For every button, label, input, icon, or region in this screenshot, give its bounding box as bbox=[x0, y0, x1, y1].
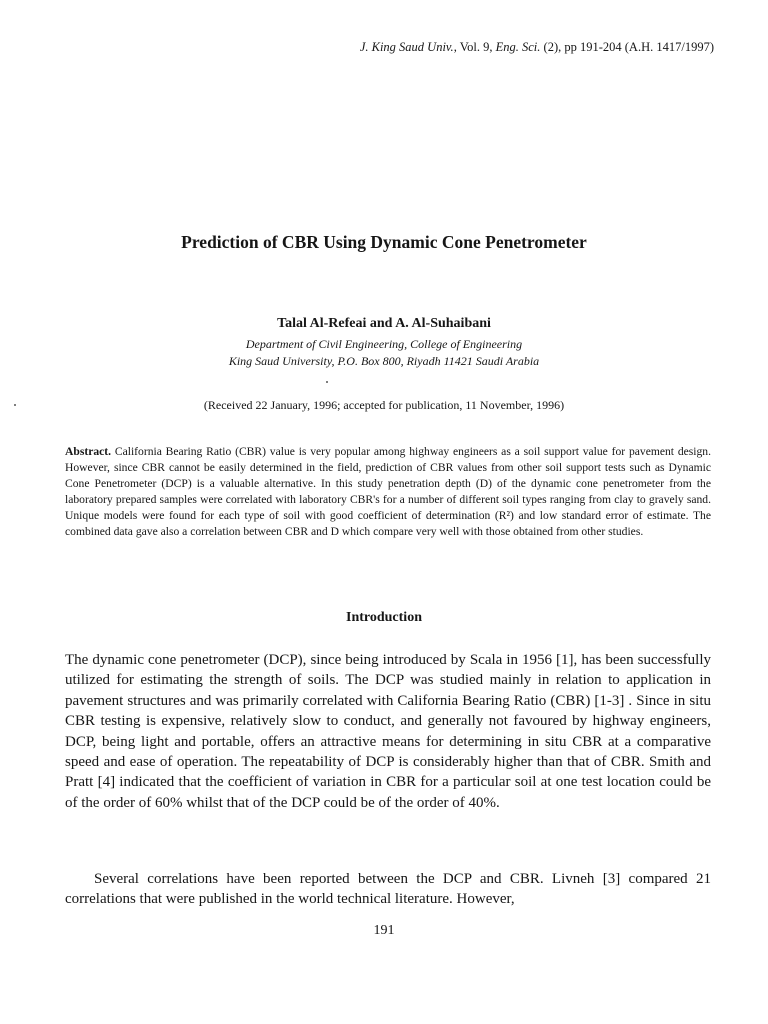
scan-speck bbox=[326, 381, 328, 383]
abstract bbox=[65, 444, 711, 539]
intro-paragraph-1: The dynamic cone penetrometer (DCP), since being introduced by Scala in 1956 [1], has been successfully utilized for estimating the strength of soils. The DCP was studied mainly in relation to application in pavement structures and was primarily correlated with California Bearing Ratio (CBR) [1-3] . Since in situ CBR testing is expensive, relatively slow to conduct, and generally not favoured by highway engineers, DCP, being light and portable, offers an attractive means for determining in situ CBR at a comparative speed and ease of operation. The repeatability of DCP is considerably higher than that of CBR. Smith and Pratt [4] indicated that the coefficient of variation in CBR for a particular soil at one test location could be of the order of 60% whilst that of the DCP could be of the order of 40%. bbox=[65, 652, 711, 811]
affiliation-address: King Saud University, P.O. Box 800, Riyadh 11421 Saudi Arabia bbox=[228, 354, 540, 368]
paper-title: Prediction of CBR Using Dynamic Cone Penetrometer bbox=[181, 232, 587, 252]
page-number: 191 bbox=[373, 923, 395, 938]
section-heading-introduction: Introduction bbox=[346, 610, 422, 625]
journal-field: Eng. Sci. bbox=[495, 40, 541, 54]
abstract-label: Abstract. bbox=[65, 445, 112, 458]
intro-paragraph-2: Several correlations have been reported between the DCP and CBR. Livneh [3] compared 21 correlations that were published in the world technical literature. However, bbox=[65, 871, 711, 908]
volume-info: , Vol. 9, bbox=[453, 40, 496, 54]
received-dates: (Received 22 January, 1996; accepted for publication, 11 November, 1996) bbox=[203, 398, 565, 412]
journal-name: J. King Saud Univ. bbox=[359, 40, 454, 54]
affiliation bbox=[0, 336, 768, 370]
abstract-text: California Bearing Ratio (CBR) value is very popular among highway engineers as a soil support value for pavement design. However, since CBR cannot be easily determined in the field, prediction of CBR values from other soil support tests such as Dynamic Cone Penetrometer (DCP) is a valuable alternative. In this study penetration depth (D) of the dynamic cone penetrometer from the laboratory prepared samples were correlated with laboratory CBR's for a number of different soil types ranging from clay to gravely sand. Unique models were found for each type of soil with good coefficient of determination (R²) and low standard error of estimate. The combined data gave also a correlation between CBR and D which compare very well with those obtained from other studies. bbox=[65, 445, 711, 538]
page-range: (2), pp 191-204 (A.H. 1417/1997) bbox=[540, 40, 714, 54]
affiliation-department: Department of Civil Engineering, College of Engineering bbox=[245, 337, 523, 351]
author-list: Talal Al-Refeai and A. Al-Suhaibani bbox=[277, 316, 491, 331]
running-header bbox=[180, 40, 714, 55]
